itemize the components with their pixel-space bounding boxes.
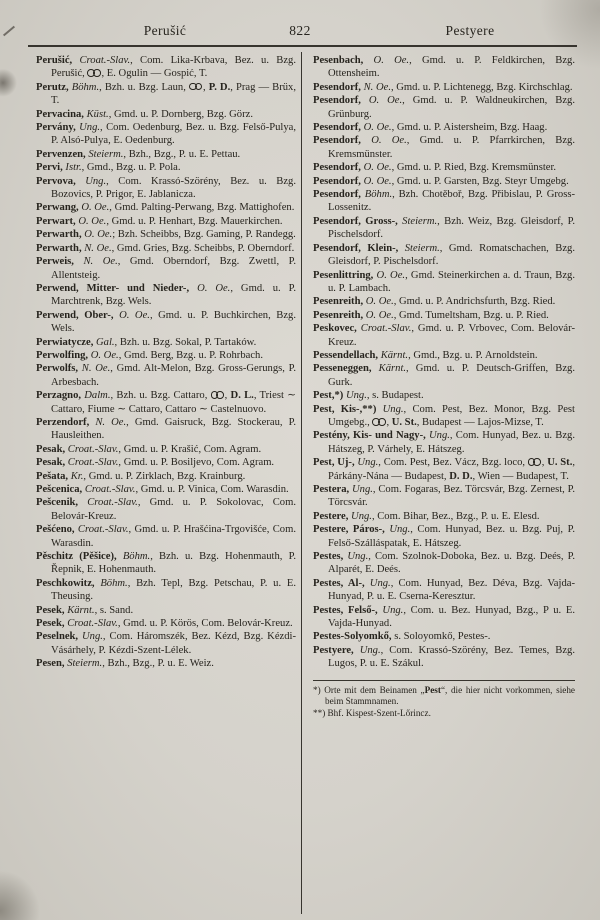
entry-text: , Com. Háromszék, Bez. Kézd, Bzg. Kézdi-Vásárhely, P. Kézdi-Szent-Lélek. [51, 631, 296, 656]
post-telegraph-icon [87, 69, 101, 77]
entry-text: Gal. [93, 336, 115, 348]
gazetteer-entry [313, 134, 575, 161]
entry-text: , Gmd. u. P. Zirklach, Bzg. Krainburg. [83, 470, 246, 482]
entry-text: Steierm. [398, 242, 440, 254]
gazetteer-entry [36, 175, 296, 202]
entry-text: Pesak, [36, 457, 66, 469]
entry-text: , Com. Szolnok-Doboka, Bez. u. Bzg. Deés, P. Alparét, E. Deés. [328, 551, 575, 576]
entry-text: O. Oe. [113, 309, 150, 321]
entry-text: Pesendorf, [313, 95, 361, 107]
scan-artifact [3, 26, 15, 37]
entry-text: Croat.-Slav. [82, 484, 136, 495]
post-telegraph-icon [211, 391, 225, 399]
entry-text: N. Oe. [81, 242, 112, 254]
gazetteer-entry [313, 403, 575, 430]
gazetteer-entry [36, 657, 296, 670]
gazetteer-entry [36, 349, 296, 362]
entry-text: Kärnt. [64, 604, 95, 616]
entry-text: , Gmd., Bzg. u. P. Pola. [81, 162, 181, 174]
entry-text: Ung. [353, 644, 381, 656]
entry-text: Perwend, Ober-, [36, 309, 114, 321]
entry-text: , Gmd. u. P. Marchtrenk, Bzg. Wels. [51, 282, 296, 308]
entry-text: O. Oe. [189, 282, 231, 294]
entry-text: Böhm. [94, 577, 128, 589]
entry-text: O. Oe. [360, 122, 392, 134]
entry-text: , Gmd., Bzg. u. P. Arnoldstein. [408, 349, 538, 361]
gazetteer-entry [36, 630, 296, 657]
gazetteer-entry [313, 630, 575, 643]
entry-text: U. St. [391, 416, 417, 428]
gazetteer-entry [313, 429, 575, 456]
gazetteer-entry [36, 416, 296, 443]
entry-text: Böhm. [68, 81, 100, 93]
entry-text: Pervi, [36, 162, 63, 174]
gazetteer-entry [36, 81, 296, 108]
gazetteer-entry [36, 523, 296, 550]
entry-text: , Gmd. Romatschachen, Bzg. Gleisdorf, P. Pischelsdorf. [328, 242, 575, 268]
gazetteer-entry [36, 108, 296, 121]
entry-text: , Gmd. u. P. Deutsch-Griffen, Bzg. Gurk. [328, 363, 575, 388]
entry-text: Kärnt. [378, 349, 409, 361]
entry-text: Pestes, Al-, [313, 577, 365, 589]
entry-text: , Bzh. Tepl, Bzg. Petschau, P. u. E. Theusing. [51, 577, 296, 603]
entry-text: Croat.-Slav. [72, 55, 131, 66]
entry-text: Pest, Uj-, [313, 457, 355, 469]
gazetteer-entry [313, 510, 575, 523]
gazetteer-entry [313, 54, 575, 81]
entry-text: Pest, Kis-,**) [313, 403, 377, 415]
entry-text: Kärnt. [371, 363, 407, 375]
entry-text: , Wien — Budapest, T. [472, 470, 569, 482]
entry-text: **) Bhf. Kispest-Szent-Lőrincz. [313, 707, 431, 718]
entry-text: , [224, 390, 231, 402]
entry-text: O. Oe. [363, 296, 394, 308]
entry-text: O. Oe. [363, 55, 410, 66]
gazetteer-entry [313, 161, 575, 174]
entry-text: Pesendorf, [313, 81, 361, 93]
entry-text: , Gmd. u. P. Vrbovec, Com. Belovár-Kreuz. [328, 323, 575, 348]
entry-text: , Gmd. u. P. Buchkirchen, Bzg. Wels. [51, 309, 296, 335]
entry-text: O. Oe. [75, 215, 107, 227]
entry-text: Ung. [75, 122, 101, 134]
entry-text: Steierm. [64, 658, 103, 670]
entry-text: Pervacina, [36, 108, 84, 120]
gazetteer-entry [36, 282, 296, 309]
gazetteer-entry [36, 470, 296, 483]
page-number: 822 [289, 23, 311, 38]
entry-text: , Com. Krassó-Szörény, Bez. Temes, Bzg. Lugos, P. u. E. Szákul. [328, 644, 575, 670]
gazetteer-entry [313, 456, 575, 483]
post-telegraph-icon [528, 458, 542, 466]
entry-text: Croat.-Slav. [74, 524, 129, 536]
entry-text: Pestes, [313, 551, 344, 563]
entry-text: ; Bzh. Scheibbs, Bzg. Gaming, P. Randegg. [112, 229, 296, 241]
entry-text: , Gmd. Berg, Bzg. u. P. Rohrbach. [118, 349, 263, 361]
gazetteer-entry [36, 201, 296, 214]
entry-text: Pěschitz (Pěšice), [36, 551, 117, 563]
gazetteer-entry [313, 604, 575, 631]
entry-text: Pervenzen, [36, 148, 86, 160]
entry-text: , Gmd. u. P. Waldneukirchen, Bzg. Grünburg. [328, 95, 575, 120]
entry-text: , Gmd. u. P. Garsten, Bzg. Steyr Umgebg. [391, 175, 569, 187]
entry-text: Peskovec, [313, 323, 357, 335]
footnotes-block [313, 680, 575, 720]
entry-text: P. D. [208, 81, 231, 93]
entry-text: , Com. Hunyad, Bez. Déva, Bzg. Vajda-Hunyad, P. u. E. Cserna-Keresztur. [328, 577, 575, 603]
entry-text: , Gmd. u. P. Sokolovac, Com. Belovár-Kreuz. [51, 497, 296, 522]
entry-text: Pest [424, 684, 441, 695]
entry-text: Steierm. [397, 215, 438, 227]
gazetteer-entry [313, 644, 575, 671]
entry-text: Ung. [343, 551, 369, 563]
gazetteer-entry [36, 483, 296, 496]
gazetteer-entry [313, 309, 575, 322]
gazetteer-entry [313, 577, 575, 604]
entry-text: Pešcenica, [36, 484, 83, 495]
entry-text: , Prag — Brüx, T. [51, 81, 296, 107]
entry-text: Pesendorf, Klein-, [313, 242, 399, 254]
entry-text: Pesenreith, [313, 309, 364, 321]
entry-text: , s. Sand. [94, 604, 134, 616]
entry-text: , [541, 457, 548, 469]
entry-text: Pestes-Solyomkő, [313, 631, 392, 643]
entry-text: , Gmd. Gaisruck, Bzg. Stockerau, P. Hausleithen. [51, 416, 296, 442]
gazetteer-entry [313, 322, 575, 349]
entry-text: N. Oe. [360, 81, 391, 93]
gazetteer-entry [36, 228, 296, 241]
entry-text: Istr. [62, 162, 82, 174]
entry-text: Steierm. [85, 148, 124, 160]
entry-text: Pesseneggen, [313, 363, 372, 375]
entry-text: , Bzh. Weiz, Bzg. Gleisdorf, P. Pischelsdorf. [328, 215, 575, 241]
entry-text: Perzagno, [36, 390, 82, 402]
entry-text: Ung. [75, 175, 107, 187]
entry-text: , Bzh. u. Bzg. Sokal, P. Tartaków. [114, 336, 257, 348]
entry-text: Peschkowitz, [36, 577, 95, 589]
entry-text: Pešcenik, [36, 497, 79, 509]
gazetteer-entry [313, 175, 575, 188]
entry-text: Pesenbach, [313, 55, 364, 66]
entry-text: Croat.-Slav. [65, 443, 119, 455]
entry-text: Perušić, [36, 55, 73, 66]
entry-text: Pesendorf, [313, 135, 361, 147]
entry-text: , Com. Fogaras, Bez. Törcsvár, Bzg. Zernest, P. Törcsvár. [328, 484, 575, 509]
entry-text: Pesendorf, [313, 189, 361, 201]
entry-text: , Gmd. Palting-Perwang, Bzg. Mattighofen. [109, 202, 295, 214]
entry-text: , Gmd. Oberndorf, Bzg. Zwettl, P. Allentsteig. [51, 256, 296, 281]
entry-text: , Com. Bihar, Bez., Bzg., P. u. E. Elesd. [371, 510, 540, 522]
running-head-right: Pestyere [445, 23, 495, 38]
entry-text: , Gmd. u. P. Krašić, Com. Agram. [118, 443, 262, 455]
gazetteer-entry [313, 269, 575, 296]
entry-text: Perweis, [36, 256, 74, 268]
entry-text: Perwolfs, [36, 363, 79, 375]
gazetteer-entry [36, 121, 296, 148]
entry-text: Pešata, [36, 470, 69, 482]
entry-text: Pestyere, [313, 644, 354, 656]
entry-text: , Gmd. u. P. Hrašćina-Trgovišće, Com. Warasdin. [51, 524, 296, 549]
footnote [313, 708, 575, 720]
entry-text: Pesen, [36, 658, 65, 670]
gazetteer-entry [313, 523, 575, 550]
entry-text: Pešćeno, [36, 524, 75, 536]
post-telegraph-icon [189, 82, 203, 90]
gazetteer-entry [36, 54, 296, 81]
entry-text: O. Oe. [360, 95, 403, 107]
gazetteer-entry [313, 94, 575, 121]
running-head-left: Perušić [143, 23, 187, 38]
left-column [36, 54, 296, 914]
entry-text: , Triest ∼ Cattaro, Fiume ∼ Cattaro, Cattaro ∼ Castelnuovo. [51, 390, 296, 415]
entry-text: , Bzh., Bzg., P. u. E. Weiz. [102, 658, 214, 670]
entry-text: Croat.-Slav. [356, 323, 412, 335]
header-rule [28, 45, 577, 47]
entry-text: , Gmd. u. P. Henhart, Bzg. Mauerkirchen. [106, 215, 283, 227]
gazetteer-entry [313, 550, 575, 577]
entry-text: , Com. Hunyad, Bez. u. Bzg. Hátszeg, P. Várhely, E. Hátszeg. [328, 430, 575, 455]
entry-text: O. Oe. [81, 229, 113, 241]
entry-text: Pesendorf, Gross-, [313, 215, 398, 227]
column-divider [301, 52, 302, 914]
entry-text: , Bzh. Chotěboř, Bzg. Přibislau, P. Gross-Lossenitz. [328, 189, 575, 214]
entry-text: Ung. [384, 524, 411, 536]
entry-text: O. Oe. [363, 309, 394, 321]
entry-text: Pestere, Páros-, [313, 524, 385, 536]
entry-text: Böhm. [360, 189, 393, 201]
entry-text: Ung. [377, 604, 404, 616]
gazetteer-entry [36, 617, 296, 630]
entry-text: , Gmd. u. P. Körös, Com. Belovár-Kreuz. [117, 618, 293, 630]
entry-text: , Bzh. u. Bzg. Hohenmauth, P. Řepnik, E. Hohenmauth. [51, 551, 296, 576]
entry-text: Böhm. [116, 551, 151, 563]
entry-text: , s. Budapest. [366, 390, 424, 402]
entry-text: s. Soloyomkő, Pestes-. [391, 631, 491, 643]
entry-text: Perwiatycze, [36, 336, 94, 348]
entry-text: O. Oe. [360, 135, 407, 147]
entry-text: , [202, 81, 209, 93]
entry-text: , Gmd. u. P. Ried, Bzg. Kremsmünster. [391, 162, 557, 174]
gazetteer-entry [36, 577, 296, 604]
gazetteer-entry [313, 188, 575, 215]
entry-text: , Gmd. u. P. Bosiljevo, Com. Agram. [118, 457, 275, 469]
gazetteer-entry [313, 242, 575, 269]
entry-text: Perwarth, [36, 242, 82, 254]
gazetteer-entry [313, 81, 575, 94]
entry-text: Croat.-Slav. [65, 457, 119, 469]
entry-text: Perwolfing, [36, 349, 89, 361]
entry-text: Ung. [376, 403, 404, 415]
entry-text: , Com. Pest, Bez. Vácz, Bzg. loco, [378, 457, 528, 469]
entry-text: Pesek, [36, 604, 65, 616]
entry-text: Perwarth, [36, 229, 82, 241]
gazetteer-entry [313, 215, 575, 242]
entry-text: , Bzh. u. Bzg. Laun, [99, 81, 189, 93]
entry-text: O. Oe. [88, 349, 119, 361]
gazetteer-entry [313, 349, 575, 362]
entry-text: , Gmd. Steinerkirchen a. d. Traun, Bzg. u. P. Lambach. [328, 269, 575, 294]
gazetteer-entry [313, 362, 575, 389]
gazetteer-entry [313, 295, 575, 308]
entry-text: Kr. [68, 470, 84, 482]
entry-text: Pest,*) [313, 390, 344, 402]
entry-text: , Gmd. Tumeltsham, Bzg. u. P. Ried. [393, 309, 549, 321]
gazetteer-entry [36, 389, 296, 416]
entry-text: N. Oe. [78, 363, 111, 375]
entry-text: , Gmd. u. P. Pfarrkirchen, Bzg. Kremsmünster. [328, 135, 575, 160]
entry-text: Pestera, [313, 484, 350, 495]
entry-text: , Com. Lika-Krbava, Bez. u. Bzg. Perušić, [51, 55, 296, 80]
entry-text: , Com. Oedenburg, Bez. u. Bzg. Felső-Pulya, P. Alsó-Pulya, E. Oedenburg. [51, 122, 296, 147]
entry-text: Pesenreith, [313, 296, 364, 308]
entry-text: , Gmd. Gries, Bzg. Scheibbs, P. Oberndorf. [111, 242, 295, 254]
entry-text: Perwang, [36, 202, 79, 214]
gazetteer-entry [36, 148, 296, 161]
entry-text: , Gmd. Alt-Melon, Bzg. Gross-Gerungs, P. Arbesbach. [51, 363, 296, 388]
entry-text: Ung. [364, 577, 391, 589]
gazetteer-entry [36, 496, 296, 523]
entry-text: Pessendellach, [313, 349, 379, 361]
post-telegraph-icon [372, 417, 386, 425]
gazetteer-entry [36, 604, 296, 617]
entry-text: O. Oe. [373, 269, 406, 281]
entry-text: Croat.-Slav. [64, 618, 118, 630]
entry-text: , [386, 416, 392, 428]
entry-text: Pesendorf, [313, 175, 361, 187]
entry-text: , Gmd. u. P. Vinica, Com. Warasdin. [135, 484, 289, 495]
gazetteer-entry [313, 121, 575, 134]
entry-text: , Budapest — Lajos-Mizse, T. [416, 416, 544, 428]
gazetteer-entry [36, 309, 296, 336]
entry-text: Pesak, [36, 443, 66, 455]
entry-text: Pestény, Kis- und Nagy-, [313, 430, 426, 442]
entry-text: , Com. Krassó-Szörény, Bez. u. Bzg. Bozovics, P. Prigor, E. Jablanicza. [51, 175, 296, 201]
entry-text: , Bzh., Bzg., P. u. E. Pettau. [123, 148, 241, 160]
entry-text: , Gmd. u. P. Dornberg, Bzg. Görz. [108, 108, 253, 120]
entry-text: O. Oe. [360, 162, 392, 174]
entry-text: Pestere, [313, 510, 349, 522]
entry-text: Ung. [343, 390, 367, 402]
entry-text: Ung. [78, 631, 103, 643]
right-column [313, 54, 575, 914]
entry-text: , Gmd. u. P. Lichtenegg, Bzg. Kirchschlag. [390, 81, 573, 93]
entry-text: , Gmd. u. P. Andrichsfurth, Bzg. Ried. [393, 296, 556, 308]
entry-text: , Com. Hunyad, Bez. u. Bzg. Puj, P. Felső-Szálláspatak, E. Hátszeg. [328, 524, 575, 549]
entry-text: , Párkány-Nána — Budapest, [328, 457, 575, 482]
entry-text: Perwend, Mitter- und Nieder-, [36, 282, 190, 294]
entry-text: Perutz, [36, 81, 69, 93]
entry-text: Pesenlittring, [313, 269, 374, 281]
entry-text: Croat.-Slav. [78, 497, 138, 509]
entry-text: Pervova, [36, 175, 76, 187]
entry-text: Ung. [354, 457, 379, 469]
footnote [313, 685, 575, 708]
gazetteer-entry [313, 483, 575, 510]
gazetteer-entry [36, 550, 296, 577]
entry-text: N. Oe. [89, 416, 127, 428]
gazetteer-entry [36, 215, 296, 228]
entry-text: U. St. [547, 457, 573, 469]
entry-text: D. L. [230, 390, 254, 402]
entry-text: Küst. [83, 108, 109, 120]
entry-text: O. Oe. [78, 202, 110, 214]
entry-text: , Gmd. u. P. Aistersheim, Bzg. Haag. [391, 122, 548, 134]
entry-text: , Com. u. Bez. Hunyad, Bzg., P u. E. Vajda-Hunyad. [328, 604, 575, 630]
gazetteer-entry [36, 336, 296, 349]
gazetteer-entry [36, 242, 296, 255]
gazetteer-entry [36, 443, 296, 456]
entry-text: Pesek, [36, 618, 65, 630]
gazetteer-entry [36, 362, 296, 389]
gazetteer-entry [36, 255, 296, 282]
entry-text: Peselnek, [36, 631, 79, 643]
entry-text: Pesendorf, [313, 122, 361, 134]
entry-text: , Bzh. u. Bzg. Cattaro, [110, 390, 211, 402]
entry-text: , Gmd. u. P. Feldkirchen, Bzg. Ottensheim. [328, 55, 575, 80]
entry-text: Pervány, [36, 122, 76, 134]
entry-text: , E. Ogulin — Gospić, T. [101, 68, 208, 80]
entry-text: N. Oe. [73, 256, 118, 268]
entry-text: D. D. [449, 470, 473, 482]
entry-text: *) Orte mit dem Beinamen „ [313, 684, 425, 695]
gazetteer-entry [36, 161, 296, 174]
entry-text: “, die hier nicht vorkommen, siehe beim Stammnamen. [325, 684, 575, 707]
entry-text: , Com. Pest, Bez. Monor, Bzg. Pest Umgebg., [328, 403, 575, 428]
entry-text: Pestes, Felső-, [313, 604, 378, 616]
entry-text: Ung. [425, 430, 450, 442]
entry-text: O. Oe. [360, 175, 392, 187]
gazetteer-entry [36, 456, 296, 469]
entry-text: Ung. [348, 510, 372, 522]
entry-text: Dalm. [81, 390, 111, 402]
entry-text: Perzendorf, [36, 416, 90, 428]
entry-text: Ung. [349, 484, 373, 495]
gazetteer-entry [313, 389, 575, 402]
entry-text: Pesendorf, [313, 162, 361, 174]
entry-text: Perwart, [36, 215, 76, 227]
